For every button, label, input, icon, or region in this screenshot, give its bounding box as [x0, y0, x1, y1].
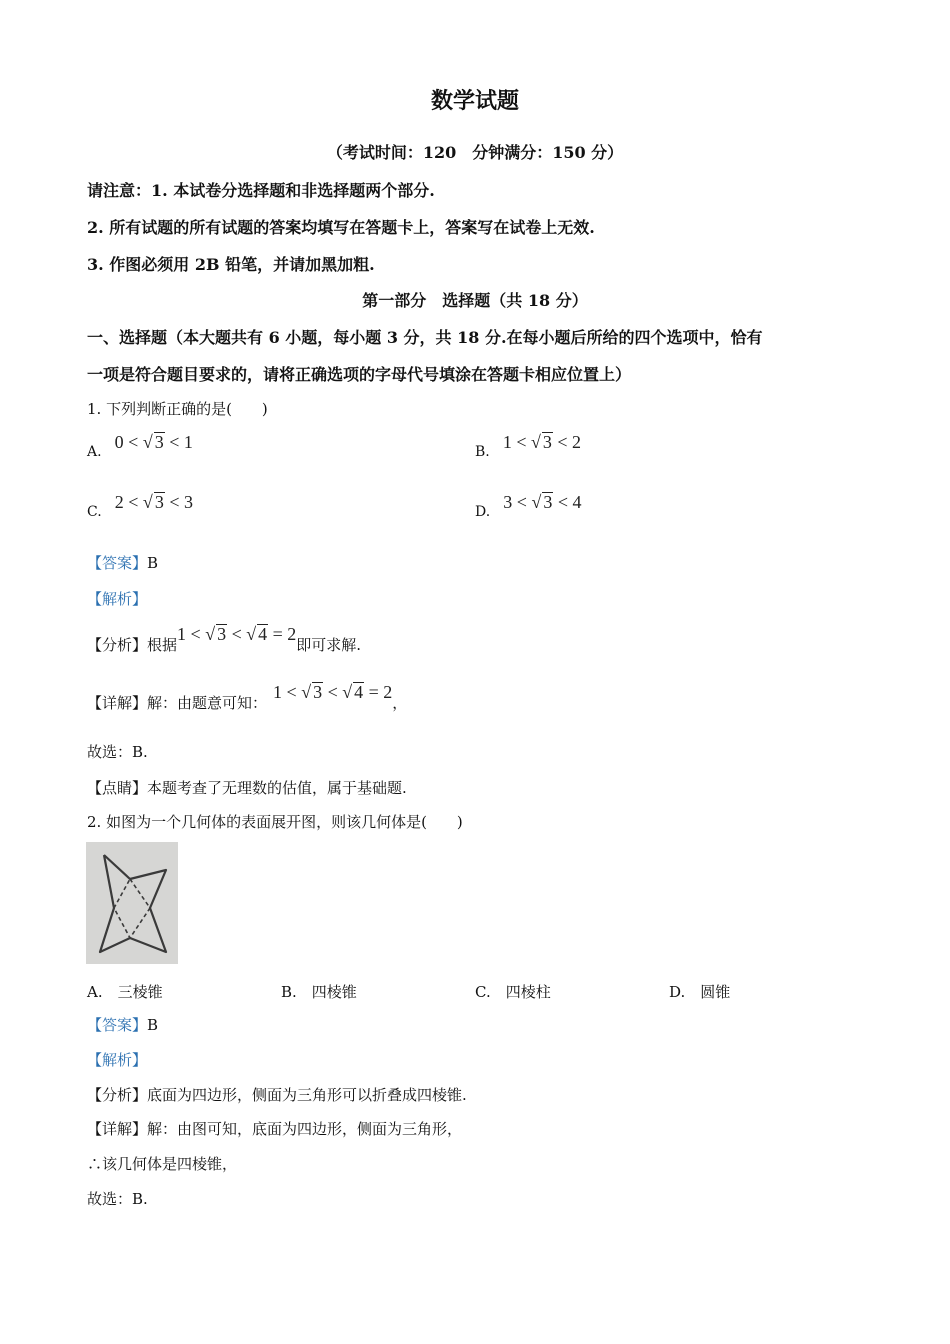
- expr-right: < 2: [557, 432, 582, 452]
- q1-xiangjie: [87, 682, 408, 712]
- option-letter: C.: [87, 504, 102, 520]
- fenxi-tag: 【分析】: [87, 636, 148, 654]
- q2-stem: 2. 如图为一个几何体的表面展开图，则该几何体是( ): [87, 813, 463, 831]
- exam-info: （考试时间：120 分钟满分：150 分）: [326, 143, 624, 162]
- radicand-2: 4: [354, 682, 364, 702]
- q1-conclusion: 故选：B.: [87, 743, 148, 761]
- option-expression: 0 < √ 3 < 1: [114, 432, 193, 452]
- answer-tag: 【答案】: [87, 554, 148, 572]
- option-expression: 3 < √ 3 < 4: [503, 492, 582, 512]
- pyramid-net-drawing: [86, 842, 178, 964]
- expr-left: 0 <: [114, 432, 139, 452]
- fenxi-math: 1 < √ 3 < √ 4 = 2: [177, 624, 297, 644]
- radicand: 3: [542, 432, 552, 452]
- xiangjie-tag: 【详解】: [87, 694, 148, 712]
- option-letter: B.: [475, 444, 490, 460]
- math-c: = 2: [272, 624, 297, 644]
- q1-option-b: [475, 432, 582, 460]
- q1-option-a: [87, 432, 193, 460]
- expr-left: 1 <: [502, 432, 527, 452]
- math-a: 1 <: [177, 624, 201, 644]
- xiangjie-text: 解：由图可知，底面为四边形，侧面为三角形，: [147, 1120, 463, 1138]
- xiangjie-tag: 【详解】: [87, 1120, 148, 1138]
- net-figure-image: [86, 842, 178, 964]
- part1-header: 第一部分 选择题（共 18 分）: [362, 291, 588, 310]
- q2-fenxi: [87, 1084, 467, 1105]
- q1-answer: [87, 552, 158, 573]
- dianjing-text: 本题考查了无理数的估值，属于基础题.: [147, 779, 407, 797]
- expr-right: < 4: [557, 492, 582, 512]
- q1-dianjing: [87, 777, 407, 798]
- answer-tag: 【答案】: [87, 1016, 148, 1034]
- radicand: 3: [543, 492, 553, 512]
- q1-option-d: [475, 492, 582, 520]
- q1-stem: 1. 下列判断正确的是( ): [87, 400, 268, 418]
- option-expression: 1 < √ 3 < 2: [502, 432, 582, 452]
- q2-conclusion: 故选：B.: [87, 1190, 148, 1208]
- note-3: 3. 作图必须用 2B 铅笔，并请加黑加粗.: [87, 255, 375, 274]
- expr-left: 2 <: [114, 492, 139, 512]
- option-expression: 2 < √ 3 < 3: [114, 492, 193, 512]
- option-letter: D.: [475, 504, 491, 520]
- section1-instructions-line1: 一、选择题（本大题共有 6 小题，每小题 3 分，共 18 分.在每小题后所给的四个选项中，恰有: [87, 328, 763, 347]
- answer-value: B: [147, 554, 159, 572]
- page-title: 数学试题: [430, 88, 519, 114]
- fenxi-pre: 根据: [147, 636, 178, 654]
- q2-xiangjie: [87, 1118, 462, 1139]
- xiangjie-math: 1 < √ 3 < √ 4 = 2: [273, 682, 393, 702]
- expr-left: 3 <: [503, 492, 527, 512]
- q1-fenxi: [87, 624, 362, 654]
- fenxi-text: 底面为四边形，侧面为三角形可以折叠成四棱锥.: [147, 1086, 467, 1104]
- q1-option-c: [87, 492, 193, 520]
- fenxi-tag: 【分析】: [87, 1086, 148, 1104]
- note-2: 2. 所有试题的所有试题的答案均填写在答题卡上，答案写在试卷上无效.: [87, 218, 595, 237]
- radicand-1: 3: [313, 682, 323, 702]
- q2-answer: [87, 1014, 158, 1035]
- radicand: 3: [154, 492, 164, 512]
- expr-right: < 1: [169, 432, 193, 452]
- xiangjie-pre: 解：由题意可知：: [147, 694, 268, 712]
- q2-option-c: C. 四棱柱: [475, 983, 551, 1001]
- q1-analysis-tag: 【解析】: [87, 590, 148, 608]
- math-b: <: [231, 624, 242, 644]
- radicand: 3: [154, 432, 164, 452]
- option-letter: A.: [87, 444, 102, 460]
- math-c: = 2: [368, 682, 393, 702]
- q2-option-a: A. 三棱锥: [87, 983, 163, 1001]
- q2-analysis-tag: 【解析】: [87, 1051, 148, 1069]
- math-b: <: [327, 682, 338, 702]
- expr-right: < 3: [169, 492, 193, 512]
- q2-therefore: ∴该几何体是四棱锥，: [87, 1155, 238, 1173]
- xiangjie-post: ，: [392, 694, 408, 712]
- answer-value: B: [147, 1016, 159, 1034]
- radicand-2: 4: [258, 624, 268, 644]
- fenxi-post: 即可求解.: [296, 636, 362, 654]
- section1-instructions-line2: 一项是符合题目要求的，请将正确选项的字母代号填涂在答题卡相应位置上）: [87, 365, 632, 384]
- math-a: 1 <: [273, 682, 297, 702]
- q2-option-b: B. 四棱锥: [281, 983, 357, 1001]
- radicand-1: 3: [217, 624, 227, 644]
- note-1: 请注意：1. 本试卷分选择题和非选择题两个部分.: [87, 181, 435, 200]
- q2-option-d: D. 圆锥: [669, 983, 731, 1001]
- dianjing-tag: 【点睛】: [87, 779, 148, 797]
